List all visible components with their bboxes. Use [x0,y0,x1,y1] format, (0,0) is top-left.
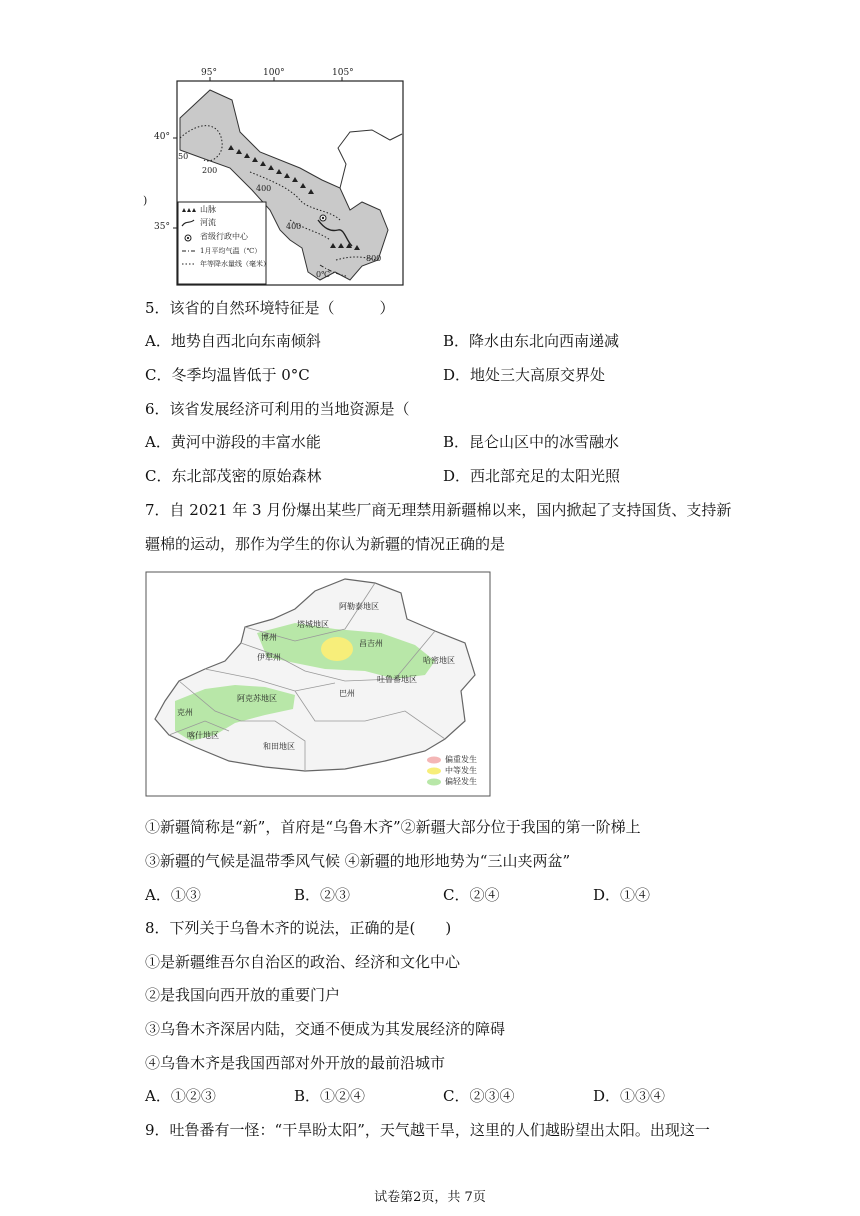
q7-option-d: D．①④ [593,886,651,904]
region-kashgar: 喀什地区 [187,731,219,740]
region-changji: 昌吉州 [359,639,383,648]
contour-400-b: 400 [286,222,302,231]
region-aksu: 阿克苏地区 [237,694,277,703]
map-xinjiang-svg [145,571,491,797]
legend-light: 偏轻发生 [445,777,477,786]
region-turpan: 吐鲁番地区 [377,675,417,684]
q6-option-a: A．黄河中游段的丰富水能 [145,433,321,451]
legend-capital: 省级行政中心 [200,232,248,241]
page-footer: 试卷第2页，共 7页 [374,1190,486,1205]
legend-river: 河流 [200,218,216,227]
contour-50: 50 [178,152,189,161]
q5-option-b: B．降水由东北向西南递减 [443,332,620,350]
lon-label-100: 100° [263,68,285,78]
q6-stem: 6．该省发展经济可利用的当地资源是（ [145,400,410,418]
contour-400-a: 400 [256,184,272,193]
q8-option-b: B．①②④ [294,1087,366,1105]
q8-statement-3: ③乌鲁木齐深居内陆，交通不便成为其发展经济的障碍 [145,1020,506,1038]
q8-option-d: D．①③④ [593,1087,666,1105]
contour-800: 800 [366,254,382,263]
q8-option-a: A．①②③ [145,1087,216,1105]
q7-option-c: C．②④ [443,886,500,904]
q7-statement-1-2: ①新疆简称是“新”，首府是“乌鲁木齐”②新疆大部分位于我国的第一阶梯上 [145,818,641,836]
q8-statement-1: ①是新疆维吾尔自治区的政治、经济和文化中心 [145,953,461,971]
legend-isotherm: 1月平均气温（℃） [200,247,262,255]
q7-option-a: A．①③ [145,886,201,904]
q7-statement-3-4: ③新疆的气候是温带季风气候 ④新疆的地形地势为“三山夹两盆” [145,852,571,870]
map-gansu [140,60,410,290]
lon-label-95: 95° [201,68,217,78]
region-bazhou: 巴州 [339,689,355,698]
q5-option-c: C．冬季均温皆低于 0°C [145,366,310,384]
lon-label-105: 105° [332,68,354,78]
region-altay: 阿勒泰地区 [339,602,379,611]
q5-stem: 5．该省的自然环境特征是（ ） [145,299,395,317]
q7-option-b: B．②③ [294,886,351,904]
legend-mountain: 山脉 [200,205,216,214]
q9-stem: 9．吐鲁番有一怪：“干旱盼太阳”，天气越干旱，这里的人们越盼望出太阳。出现这一 [145,1121,710,1139]
legend-isohyet: 年等降水量线（毫米） [200,260,270,268]
q8-statement-4: ④乌鲁木齐是我国西部对外开放的最前沿城市 [145,1054,446,1072]
q6-option-d: D．西北部充足的太阳光照 [443,467,621,485]
region-hotan: 和田地区 [263,742,295,751]
region-hami: 哈密地区 [423,656,455,665]
q5-option-d: D．地处三大高原交界处 [443,366,606,384]
contour-200: 200 [202,166,218,175]
q8-stem: 8．下列关于乌鲁木齐的说法，正确的是( ) [145,919,452,937]
map-xinjiang [145,571,491,797]
q7-stem-line1: 7．自 2021 年 3 月份爆出某些厂商无理禁用新疆棉以来，国内掀起了支持国货、支持新 [145,501,732,519]
region-tacheng: 塔城地区 [297,620,329,629]
lat-label-40: 40° [154,132,170,142]
legend-medium: 中等发生 [445,766,477,775]
legend-heavy: 偏重发生 [445,755,477,764]
q8-statement-2: ②是我国向西开放的重要门户 [145,986,341,1004]
region-kezhou: 克州 [177,708,193,717]
q8-option-c: C．②③④ [443,1087,515,1105]
region-yili: 伊犁州 [257,653,281,662]
region-bozhou: 博州 [261,633,277,642]
q5-option-a: A．地势自西北向东南倾斜 [145,332,321,350]
q6-option-b: B．昆仑山区中的冰雪融水 [443,433,620,451]
q6-option-c: C．东北部茂密的原始森林 [145,467,322,485]
lat-label-35: 35° [154,222,170,232]
stray-paren: ) [143,194,148,207]
q7-stem-line2: 疆棉的运动，那作为学生的你认为新疆的情况正确的是 [145,535,506,553]
zone-medium [321,637,353,661]
contour-0c: 0℃ [316,270,331,279]
